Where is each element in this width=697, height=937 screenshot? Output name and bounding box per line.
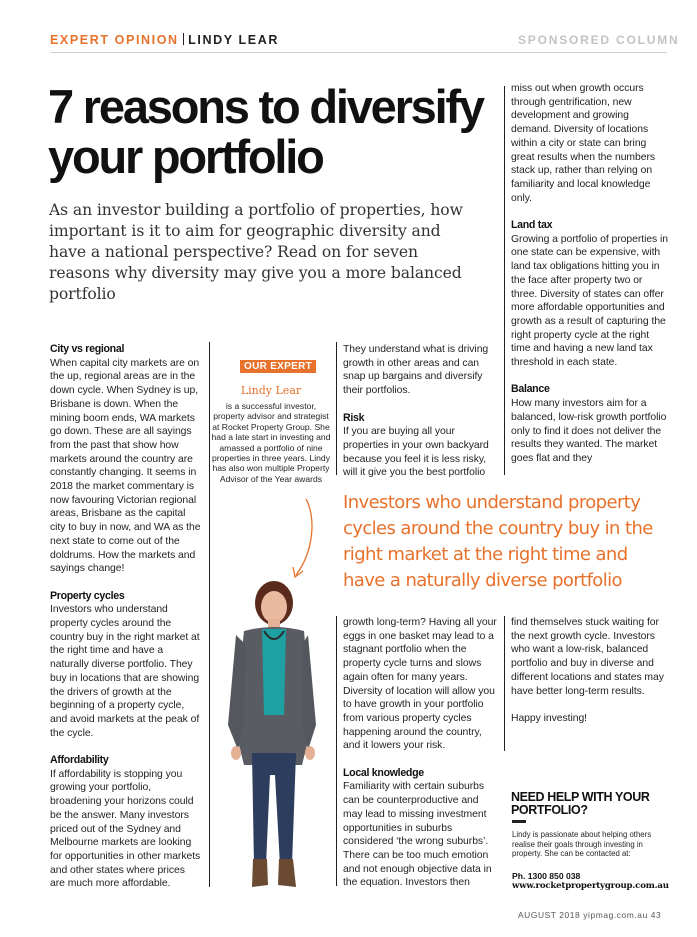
column-3-top	[343, 343, 498, 480]
column-rule-4	[336, 616, 337, 886]
expert-photo	[222, 575, 322, 893]
subhead-city: City vs regional	[50, 343, 125, 355]
paragraph-local-knowledge: Familiarity with certain suburbs can be counterproductive and may lead to missing investment opportunities in suburbs considered ‘the wrong suburbs’. There can be too much emotion and not enough objective data in the equation. Investors then	[343, 781, 492, 889]
arrow-icon	[280, 495, 320, 585]
column-rule-3	[504, 86, 505, 475]
paragraph-city: When capital city markets are on the up, regional areas are in the down cycle. When Sydney is up, Brisbane is down. When the mining boom ends, WA markets go down. These are all sayings from the past that show how markets around the country are constantly changing. It seems in 2018 the market commentary is now favouring Victorian regional areas, Brisbane as the capital city to buy in now, and WA as the next state to come out of the doldrums. How the markets and sayings change!	[50, 357, 201, 575]
paragraph-affordability: If affordability is stopping you growing your portfolio, broadening your horizons could be the answer. Many investors priced out of the Sydney and Melbourne markets are looking for opportunities in other markets and other states where prices are much more affordable.	[50, 768, 201, 890]
subhead-local-knowledge: Local knowledge	[343, 766, 424, 779]
help-text: Lindy is passionate about helping others realise their goals through investing in property. She can be contacted at:	[512, 830, 652, 859]
pull-quote: Investors who understand property cycles around the country buy in the right market at the right time and have a naturally diverse portfolio	[343, 492, 653, 591]
paragraph-land-tax: Growing a portfolio of properties in one state can be expensive, with land tax obligations hitting you in the face after property two or three. Diversity of states can offer more affordable opportunities and growth as a result of capturing the right property cycle at the right time and having a new land tax threshold in each state.	[511, 233, 669, 369]
help-title: NEED HELP WITH YOUR PORTFOLIO?	[511, 790, 650, 817]
paragraph-balance: How many investors aim for a balanced, low-risk growth portfolio only to find it does not deliver the results they wanted. The market goes flat and they	[511, 398, 667, 464]
expert-badge: OUR EXPERT	[240, 360, 316, 373]
sign-off: Happy investing!	[511, 712, 588, 724]
header-divider	[183, 33, 185, 45]
section-label: EXPERT OPINION	[50, 33, 179, 47]
website-link[interactable]: www.rocketpropertygroup.com.au	[512, 881, 669, 891]
expert-bio: is a successful investor, property advisor and strategist at Rocket Property Group. She had a late start in investing and amassed a portfolio of nine properties in three years. Lindy has also won multiple Property Advisor of the Year awards	[211, 401, 331, 484]
column-rule-2	[336, 342, 337, 475]
column-1	[50, 343, 202, 891]
header-rule	[50, 52, 667, 53]
column-rule-5	[504, 616, 505, 751]
paragraph-cycles: Investors who understand property cycles around the country buy in the right market at the right time and have a naturally diverse portfolio. They buy in locations that are showing the drivers of growth at the beginning of a property cycle, and avoid markets at the peak of the cycle.	[50, 604, 200, 739]
author-label: LINDY LEAR	[188, 33, 279, 47]
paragraph-risk: If you are buying all your properties in your own backyard because you feel it is less risky, will it give you the best portfolio	[343, 426, 489, 479]
paragraph-balance-cont: find themselves stuck waiting for the next growth cycle. Investors who want a low-risk, balanced portfolio and buy in diverse and different locations and states may have better long-term results.	[511, 617, 664, 697]
subhead-risk: Risk	[343, 411, 365, 424]
help-contact	[512, 871, 677, 891]
expert-name: Lindy Lear	[240, 384, 302, 397]
subhead-cycles: Property cycles	[50, 589, 125, 602]
column-4-bottom	[511, 616, 671, 726]
phone-number: Ph. 1300 850 038	[512, 871, 581, 881]
paragraph-cycles-cont: They understand what is driving growth in other areas and can snap up bargains and diversify their portfolios.	[343, 344, 489, 397]
help-rule	[512, 820, 526, 823]
subhead-balance: Balance	[511, 383, 550, 396]
subhead-affordability: Affordability	[50, 754, 109, 767]
column-3-bottom	[343, 616, 498, 890]
paragraph-local-cont: miss out when growth occurs through gentrification, new development and growing demand. Diversity of locations within a city or state can bring great results when the numbers stack up, rather than relying on familiarity and local knowledge only.	[511, 83, 656, 204]
section-header	[50, 33, 279, 47]
paragraph-risk-cont: growth long-term? Having all your eggs in one basket may lead to a stagnant portfolio when the property cycle turns and slows again often for many years. Diversity of location will allow you to have growth in your portfolio from various property cycles happening around the country, and it lowers your risk.	[343, 617, 497, 752]
sponsored-label: SPONSORED COLUMN	[518, 33, 680, 47]
article-title: 7 reasons to diversify your portfolio	[48, 80, 483, 183]
subhead-land-tax: Land tax	[511, 219, 553, 232]
page-footer: AUGUST 2018 yipmag.com.au 43	[518, 910, 662, 920]
column-4-top	[511, 82, 671, 466]
standfirst: As an investor building a portfolio of properties, how important is it to aim for geographic diversity and have a national perspective? Read on for seven reasons why diversity may give you a more balanced portfolio	[49, 201, 463, 303]
